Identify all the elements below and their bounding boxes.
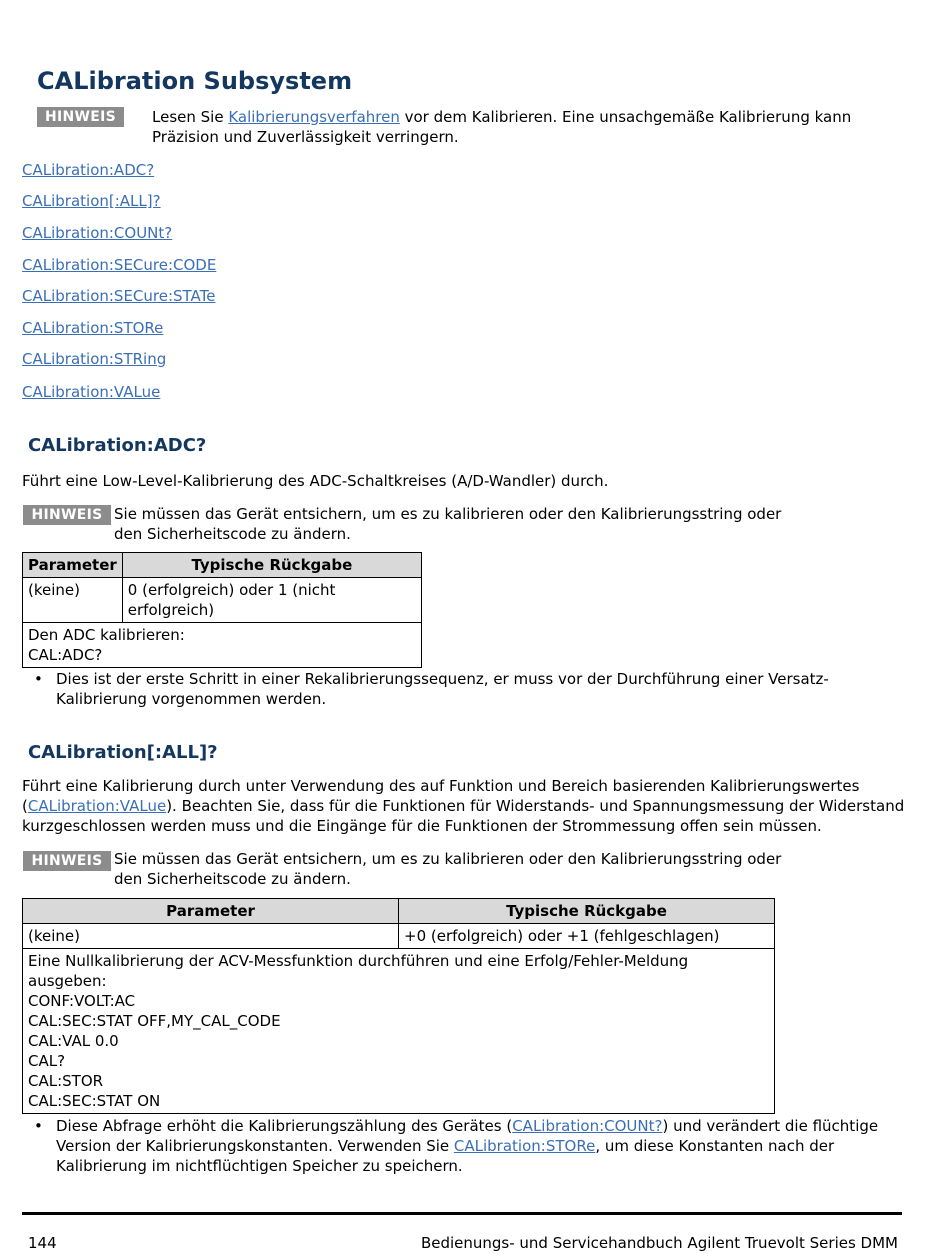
bullet-text-mid: ) und verändert die flüchtige Version der Kalibrierungskonstanten. Verwenden Sie xyxy=(56,1117,879,1155)
bullet-text-before: Diese Abfrage erhöht die Kalibrierungszählung des Gerätes ( xyxy=(56,1117,513,1135)
nav-link-adc[interactable]: CALibration:ADC? xyxy=(22,161,155,179)
example-line: CAL:SEC:STAT OFF,MY_CAL_CODE xyxy=(28,1012,281,1030)
all-note-text: Sie müssen das Gerät entsichern, um es zu kalibrieren oder den Kalibrierungsstring oder den Sicherheitscode zu ändern. xyxy=(114,850,782,888)
footer-divider xyxy=(22,1212,902,1215)
table-cell-parameter: (keine) xyxy=(23,924,399,949)
example-line: CAL:STOR xyxy=(28,1072,104,1090)
adc-bullet-text: Dies ist der erste Schritt in einer Rekalibrierungssequenz, er muss vor der Durchführung einer Versatz-Kalibrierung vorgenommen werden. xyxy=(56,670,829,708)
table-header-parameter: Parameter xyxy=(23,899,399,924)
nav-link-value[interactable]: CALibration:VALue xyxy=(22,383,161,401)
table-cell-return: 0 (erfolgreich) oder 1 (nicht erfolgreich) xyxy=(122,578,421,623)
adc-note-text: Sie müssen das Gerät entsichern, um es zu kalibrieren oder den Kalibrierungsstring oder den Sicherheitscode zu ändern. xyxy=(114,505,782,543)
adc-parameter-table xyxy=(22,552,422,668)
top-note-text xyxy=(152,107,872,147)
page-title: CALibration Subsystem xyxy=(37,67,353,95)
adc-description: Führt eine Low-Level-Kalibrierung des ADC-Schaltkreises (A/D-Wandler) durch. xyxy=(22,472,609,490)
nav-link-string[interactable]: CALibration:STRing xyxy=(22,350,167,368)
calibration-procedure-link[interactable]: Kalibrierungsverfahren xyxy=(228,108,400,126)
example-line: CAL:VAL 0.0 xyxy=(28,1032,119,1050)
example-line: CAL? xyxy=(28,1052,66,1070)
table-header-parameter: Parameter xyxy=(23,553,123,578)
nav-link-secure-state[interactable]: CALibration:SECure:STATe xyxy=(22,287,216,305)
calibration-count-link[interactable]: CALibration:COUNt? xyxy=(512,1117,663,1135)
nav-link-count[interactable]: CALibration:COUNt? xyxy=(22,224,173,242)
example-line: Eine Nullkalibrierung der ACV-Messfunktion durchführen und eine Erfolg/Fehler-Meldung ausgeben: xyxy=(28,952,689,990)
note-badge: HINWEIS xyxy=(23,505,111,525)
table-example xyxy=(23,949,775,1114)
table-cell-parameter: (keine) xyxy=(23,578,123,623)
table-header-return: Typische Rückgabe xyxy=(122,553,421,578)
section-heading-all: CALibration[:ALL]? xyxy=(28,742,218,763)
example-line: CAL:ADC? xyxy=(28,646,103,664)
all-description xyxy=(22,776,932,836)
all-parameter-table xyxy=(22,898,775,1114)
note-badge: HINWEIS xyxy=(23,851,111,871)
table-example xyxy=(23,623,422,668)
note-text-after: vor dem Kalibrieren. Eine unsachgemäße Kalibrierung kann Präzision und Zuverlässigkeit verringern. xyxy=(152,108,852,146)
example-line: Den ADC kalibrieren: xyxy=(28,626,185,644)
note-text-before: Lesen Sie xyxy=(152,108,229,126)
note-badge: HINWEIS xyxy=(37,107,124,127)
desc-text-before: Führt eine Kalibrierung durch unter Verwendung des auf Funktion und Bereich basierenden Kalibrierungswertes ( xyxy=(22,777,860,815)
all-bullet-text xyxy=(56,1116,906,1176)
table-header-return: Typische Rückgabe xyxy=(399,899,775,924)
book-title: Bedienungs- und Servicehandbuch Agilent Truevolt Series DMM xyxy=(420,1234,898,1252)
bullet-dot: • xyxy=(34,1117,43,1135)
nav-link-store[interactable]: CALibration:STORe xyxy=(22,319,164,337)
table-cell-return: +0 (erfolgreich) oder +1 (fehlgeschlagen) xyxy=(399,924,775,949)
calibration-value-link[interactable]: CALibration:VALue xyxy=(27,797,167,815)
desc-text-after: ). Beachten Sie, dass für die Funktionen für Widerstands- und Spannungsmessung der Widerstand kurzgeschlossen werden muss und die Eingänge für die Funktionen der Strommessung offen sein müssen. xyxy=(22,797,905,835)
bullet-dot: • xyxy=(34,670,43,688)
nav-link-secure-code[interactable]: CALibration:SECure:CODE xyxy=(22,256,217,274)
bullet-text-after: , um diese Konstanten nach der Kalibrierung im nichtflüchtigen Speicher zu speichern. xyxy=(56,1137,835,1175)
nav-link-all[interactable]: CALibration[:ALL]? xyxy=(22,192,161,210)
section-heading-adc: CALibration:ADC? xyxy=(28,435,207,456)
example-line: CONF:VOLT:AC xyxy=(28,992,136,1010)
example-line: CAL:SEC:STAT ON xyxy=(28,1092,161,1110)
calibration-store-link[interactable]: CALibration:STORe xyxy=(453,1137,596,1155)
page-number: 144 xyxy=(28,1234,57,1252)
